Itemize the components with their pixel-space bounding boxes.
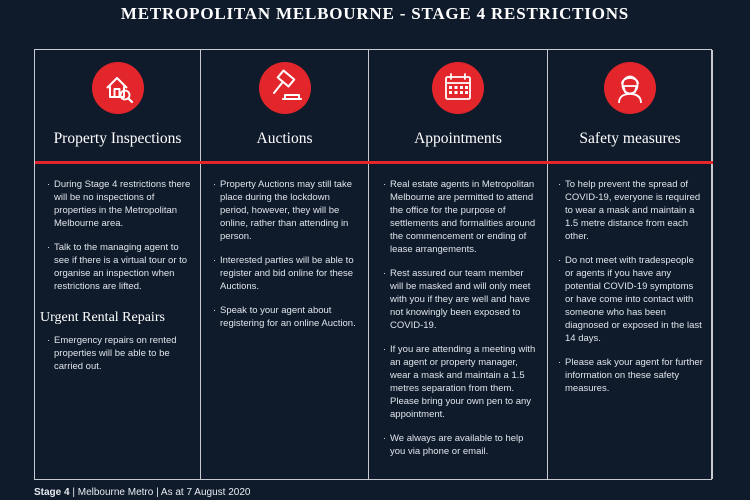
- subheading-urgent-repairs: Urgent Rental Repairs: [40, 310, 165, 325]
- house-search-icon: [92, 62, 144, 114]
- list-item: · Property Auctions may still take place during the lockdown period, however, they will be online, rather than attending in person.: [213, 178, 360, 243]
- column-heading: Safety measures: [579, 130, 681, 147]
- bullet-list: [201, 178, 368, 330]
- list-item: · To help prevent the spread of COVID-19, everyone is required to wear a mask and maintain a 1.5 metre distance from each other.: [558, 178, 704, 243]
- list-item: · Interested parties will be able to register and bid online for these Auctions.: [213, 254, 360, 293]
- list-item: · We always are available to help you via phone or email.: [383, 432, 539, 458]
- list-item: · Rest assured our team member will be masked and will only meet with you if they are well and have not knowingly been exposed to COVID-19.: [383, 267, 539, 332]
- list-item: · Speak to your agent about registering for an online Auction.: [213, 304, 360, 330]
- restrictions-board: [34, 49, 712, 480]
- list-item: · Please ask your agent for further information on these safety measures.: [558, 356, 704, 395]
- bullet-list: [35, 178, 200, 293]
- column-heading: Property Inspections: [53, 130, 182, 147]
- column-header: [369, 50, 547, 161]
- column-safety-measures: [548, 50, 713, 479]
- column-header: [548, 50, 712, 161]
- calendar-icon: [432, 62, 484, 114]
- masked-person-icon: [604, 62, 656, 114]
- column-heading: Auctions: [256, 130, 313, 147]
- column-header: [35, 50, 200, 161]
- list-item: · Talk to the managing agent to see if there is a virtual tour or to organise an inspection when restrictions are lifted.: [47, 241, 192, 293]
- footer-stage: Stage 4: [34, 487, 70, 498]
- footer: [34, 487, 250, 498]
- bullet-list: [35, 334, 200, 373]
- list-item: · Emergency repairs on rented properties will be able to be carried out.: [47, 334, 192, 373]
- footer-details: | Melbourne Metro | As at 7 August 2020: [69, 487, 251, 498]
- column-auctions: [201, 50, 369, 479]
- column-appointments: [369, 50, 548, 479]
- column-body: [35, 178, 200, 384]
- bullet-list: [548, 178, 712, 395]
- gavel-icon: [259, 62, 311, 114]
- column-body: [369, 178, 547, 469]
- list-item: · If you are attending a meeting with an agent or property manager, wear a mask and maintain a 1.5 metres separation from them. Please bring your own pen to any appointment.: [383, 343, 539, 421]
- header-divider: [35, 161, 713, 164]
- page-title: METROPOLITAN MELBOURNE - STAGE 4 RESTRICTIONS: [120, 4, 630, 23]
- list-item: · During Stage 4 restrictions there will be no inspections of properties in the Metropolitan Melbourne area.: [47, 178, 192, 230]
- list-item: · Real estate agents in Metropolitan Melbourne are permitted to attend the office for the purpose of settlements and formalities around the commencement or ending of lease arrangements.: [383, 178, 539, 256]
- list-item: · Do not meet with tradespeople or agents if you have any potential COVID-19 symptoms or have come into contact with someone who has been diagnosed or exposed in the last 14 days.: [558, 254, 704, 345]
- column-heading: Appointments: [414, 130, 502, 147]
- column-property-inspections: [35, 50, 201, 479]
- column-header: [201, 50, 368, 161]
- bullet-list: [369, 178, 547, 458]
- column-body: [201, 178, 368, 341]
- column-body: [548, 178, 712, 406]
